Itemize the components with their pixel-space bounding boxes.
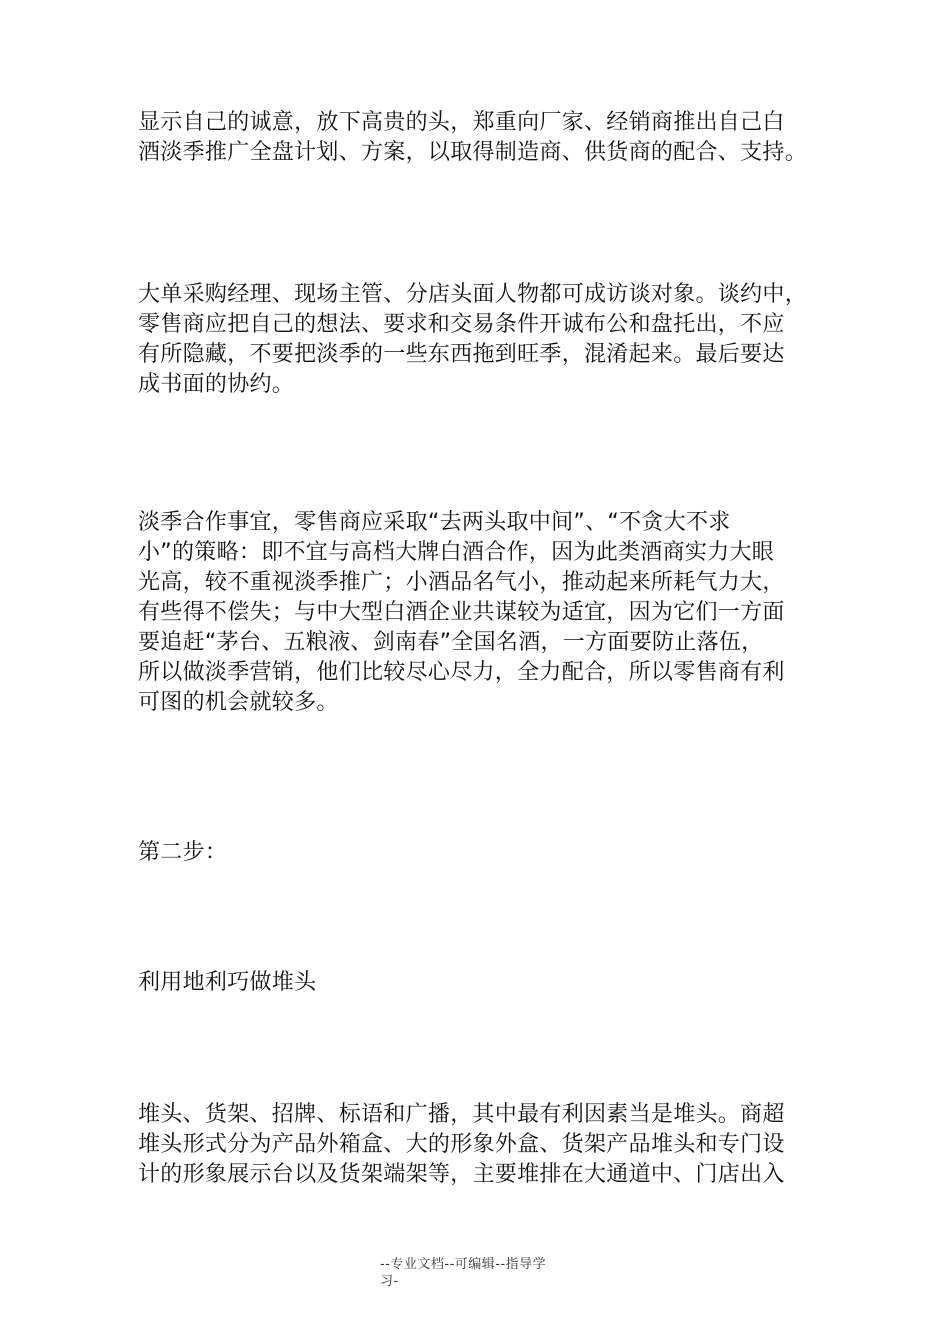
text-line: 零售商应把自己的想法、要求和交易条件开诚布公和盘托出，不应	[138, 312, 785, 337]
text-line: 酒淡季推广全盘计划、方案，以取得制造商、供货商的配合、支持。	[138, 140, 808, 165]
text-line: 堆头形式分为产品外箱盒、大的形象外盒、货架产品堆头和专门设	[138, 1132, 785, 1157]
text-line: 成书面的协约。	[138, 372, 295, 397]
text-line: 第二步：	[138, 840, 228, 865]
text-line: 要追赶“茅台、五粮液、剑南春”全国名酒，一方面要防止落伍，	[138, 630, 764, 655]
text-line: 有所隐藏，不要把淡季的一些东西拖到旺季，混淆起来。最后要达	[138, 342, 785, 367]
section-title	[138, 968, 838, 998]
page-footer	[380, 1256, 580, 1290]
text-line: 光高，较不重视淡季推广；小酒品名气小，推动起来所耗气力大，	[138, 570, 785, 595]
text-line: 堆头、货架、招牌、标语和广播，其中最有利因素当是堆头。商超	[138, 1102, 785, 1127]
text-line: 利用地利巧做堆头	[138, 970, 317, 995]
step-heading	[138, 838, 838, 868]
text-line: 大单采购经理、现场主管、分店头面人物都可成访谈对象。谈约中，	[138, 282, 808, 307]
text-line: 显示自己的诚意，放下高贵的头，郑重向厂家、经销商推出自己白	[138, 110, 785, 135]
footer-line: 习-	[380, 1274, 399, 1289]
text-line: 所以做淡季营销，他们比较尽心尽力，全力配合，所以零售商有利	[138, 660, 785, 685]
paragraph-2	[138, 280, 838, 400]
text-line: 淡季合作事宜，零售商应采取“去两头取中间”、“不贪大不求	[138, 510, 731, 535]
text-line: 小”的策略：即不宜与高档大牌白酒合作，因为此类酒商实力大眼	[138, 540, 775, 565]
text-line: 可图的机会就较多。	[138, 690, 339, 715]
paragraph-3	[138, 508, 838, 718]
paragraph-1	[138, 108, 838, 168]
text-line: 计的形象展示台以及货架端架等，主要堆排在大通道中、门店出入	[138, 1162, 785, 1187]
footer-line: --专业文档--可编辑--指导学	[380, 1257, 547, 1272]
paragraph-4	[138, 1100, 838, 1190]
text-line: 有些得不偿失；与中大型白酒企业共谋较为适宜，因为它们一方面	[138, 600, 785, 625]
